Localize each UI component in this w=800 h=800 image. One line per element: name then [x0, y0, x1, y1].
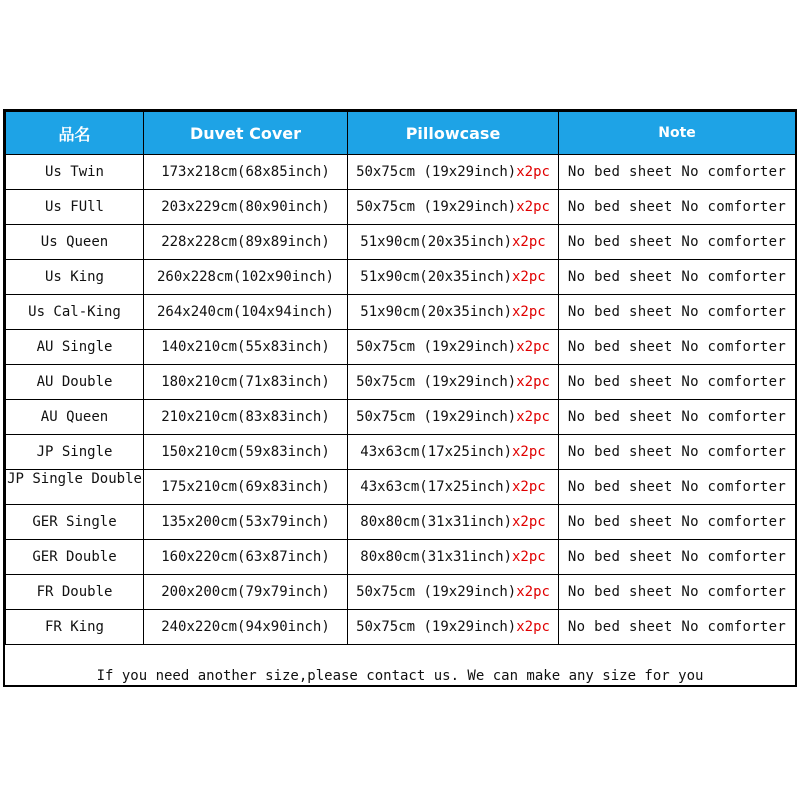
table-row — [6, 540, 796, 575]
table-row — [6, 225, 796, 260]
pillowcase-size-cell — [348, 225, 559, 260]
note-cell: No bed sheet No comforter — [559, 540, 796, 575]
size-name-cell: FR Double — [6, 575, 144, 610]
note-cell: No bed sheet No comforter — [559, 575, 796, 610]
duvet-size-cell: 228x228cm(89x89inch) — [144, 225, 348, 260]
pillowcase-size-cell — [348, 260, 559, 295]
size-chart — [3, 109, 797, 687]
size-name-cell: AU Single — [6, 330, 144, 365]
pillowcase-quantity: x2pc — [516, 619, 550, 635]
size-name-cell: JP Single Double — [6, 470, 144, 505]
size-name-cell: Us FUll — [6, 190, 144, 225]
note-cell: No bed sheet No comforter — [559, 260, 796, 295]
note-cell: No bed sheet No comforter — [559, 155, 796, 190]
duvet-size-cell: 135x200cm(53x79inch) — [144, 505, 348, 540]
duvet-size-cell: 160x220cm(63x87inch) — [144, 540, 348, 575]
pillowcase-quantity: x2pc — [512, 444, 546, 460]
pillowcase-size: 80x80cm(31x31inch) — [360, 549, 512, 565]
duvet-size-cell: 210x210cm(83x83inch) — [144, 400, 348, 435]
pillowcase-size: 51x90cm(20x35inch) — [360, 269, 512, 285]
pillowcase-quantity: x2pc — [516, 374, 550, 390]
note-cell: No bed sheet No comforter — [559, 610, 796, 645]
duvet-size-cell: 173x218cm(68x85inch) — [144, 155, 348, 190]
pillowcase-size-cell — [348, 470, 559, 505]
header-product-name: 品名 — [6, 112, 144, 155]
pillowcase-size-cell — [348, 155, 559, 190]
size-name-cell: Us Queen — [6, 225, 144, 260]
pillowcase-quantity: x2pc — [512, 269, 546, 285]
pillowcase-quantity: x2pc — [516, 199, 550, 215]
pillowcase-size: 50x75cm (19x29inch) — [356, 584, 517, 600]
table-row — [6, 260, 796, 295]
pillowcase-size: 80x80cm(31x31inch) — [360, 514, 512, 530]
pillowcase-quantity: x2pc — [516, 409, 550, 425]
pillowcase-size-cell — [348, 610, 559, 645]
pillowcase-quantity: x2pc — [512, 479, 546, 495]
pillowcase-quantity: x2pc — [512, 549, 546, 565]
pillowcase-size: 43x63cm(17x25inch) — [360, 479, 512, 495]
size-name-cell: Us Cal-King — [6, 295, 144, 330]
duvet-size-cell: 260x228cm(102x90inch) — [144, 260, 348, 295]
pillowcase-size: 50x75cm (19x29inch) — [356, 374, 517, 390]
table-row — [6, 365, 796, 400]
table-row — [6, 400, 796, 435]
note-cell: No bed sheet No comforter — [559, 435, 796, 470]
pillowcase-size-cell — [348, 295, 559, 330]
duvet-size-cell: 264x240cm(104x94inch) — [144, 295, 348, 330]
size-name-cell: FR King — [6, 610, 144, 645]
size-name-cell: Us King — [6, 260, 144, 295]
pillowcase-size: 51x90cm(20x35inch) — [360, 234, 512, 250]
pillowcase-size: 51x90cm(20x35inch) — [360, 304, 512, 320]
pillowcase-quantity: x2pc — [512, 304, 546, 320]
pillowcase-size: 50x75cm (19x29inch) — [356, 619, 517, 635]
table-row — [6, 470, 796, 505]
table-row — [6, 575, 796, 610]
pillowcase-size-cell — [348, 540, 559, 575]
note-cell: No bed sheet No comforter — [559, 330, 796, 365]
pillowcase-size-cell — [348, 365, 559, 400]
size-name-cell: GER Single — [6, 505, 144, 540]
pillowcase-size-cell — [348, 330, 559, 365]
pillowcase-size: 50x75cm (19x29inch) — [356, 409, 517, 425]
table-row — [6, 330, 796, 365]
size-name-cell: AU Queen — [6, 400, 144, 435]
note-cell: No bed sheet No comforter — [559, 225, 796, 260]
pillowcase-size: 50x75cm (19x29inch) — [356, 164, 517, 180]
duvet-size-cell: 200x200cm(79x79inch) — [144, 575, 348, 610]
pillowcase-size-cell — [348, 400, 559, 435]
header-pillowcase: Pillowcase — [348, 112, 559, 155]
pillowcase-quantity: x2pc — [516, 584, 550, 600]
duvet-size-cell: 180x210cm(71x83inch) — [144, 365, 348, 400]
table-row — [6, 505, 796, 540]
table-row — [6, 295, 796, 330]
size-rows — [6, 155, 796, 645]
table-row — [6, 155, 796, 190]
pillowcase-size-cell — [348, 505, 559, 540]
pillowcase-size-cell — [348, 190, 559, 225]
duvet-size-cell: 203x229cm(80x90inch) — [144, 190, 348, 225]
note-cell: No bed sheet No comforter — [559, 295, 796, 330]
pillowcase-size: 50x75cm (19x29inch) — [356, 339, 517, 355]
header-row — [6, 112, 796, 155]
size-name-cell: AU Double — [6, 365, 144, 400]
duvet-size-cell: 240x220cm(94x90inch) — [144, 610, 348, 645]
pillowcase-size: 43x63cm(17x25inch) — [360, 444, 512, 460]
size-name-cell: GER Double — [6, 540, 144, 575]
header-note: Note — [559, 112, 796, 155]
duvet-size-cell: 140x210cm(55x83inch) — [144, 330, 348, 365]
footer — [5, 645, 795, 685]
duvet-size-cell: 150x210cm(59x83inch) — [144, 435, 348, 470]
duvet-size-cell: 175x210cm(69x83inch) — [144, 470, 348, 505]
size-table — [5, 111, 796, 645]
note-cell: No bed sheet No comforter — [559, 505, 796, 540]
pillowcase-size-cell — [348, 435, 559, 470]
pillowcase-size-cell — [348, 575, 559, 610]
pillowcase-size: 50x75cm (19x29inch) — [356, 199, 517, 215]
footer-text: If you need another size,please contact us. We can make any size for you — [96, 668, 704, 684]
size-name-cell: JP Single — [6, 435, 144, 470]
note-cell: No bed sheet No comforter — [559, 400, 796, 435]
size-name-cell: Us Twin — [6, 155, 144, 190]
pillowcase-quantity: x2pc — [512, 514, 546, 530]
pillowcase-quantity: x2pc — [516, 164, 550, 180]
table-row — [6, 435, 796, 470]
pillowcase-quantity: x2pc — [516, 339, 550, 355]
header-duvet-cover: Duvet Cover — [144, 112, 348, 155]
note-cell: No bed sheet No comforter — [559, 190, 796, 225]
pillowcase-quantity: x2pc — [512, 234, 546, 250]
table-row — [6, 610, 796, 645]
note-cell: No bed sheet No comforter — [559, 365, 796, 400]
table-row — [6, 190, 796, 225]
note-cell: No bed sheet No comforter — [559, 470, 796, 505]
